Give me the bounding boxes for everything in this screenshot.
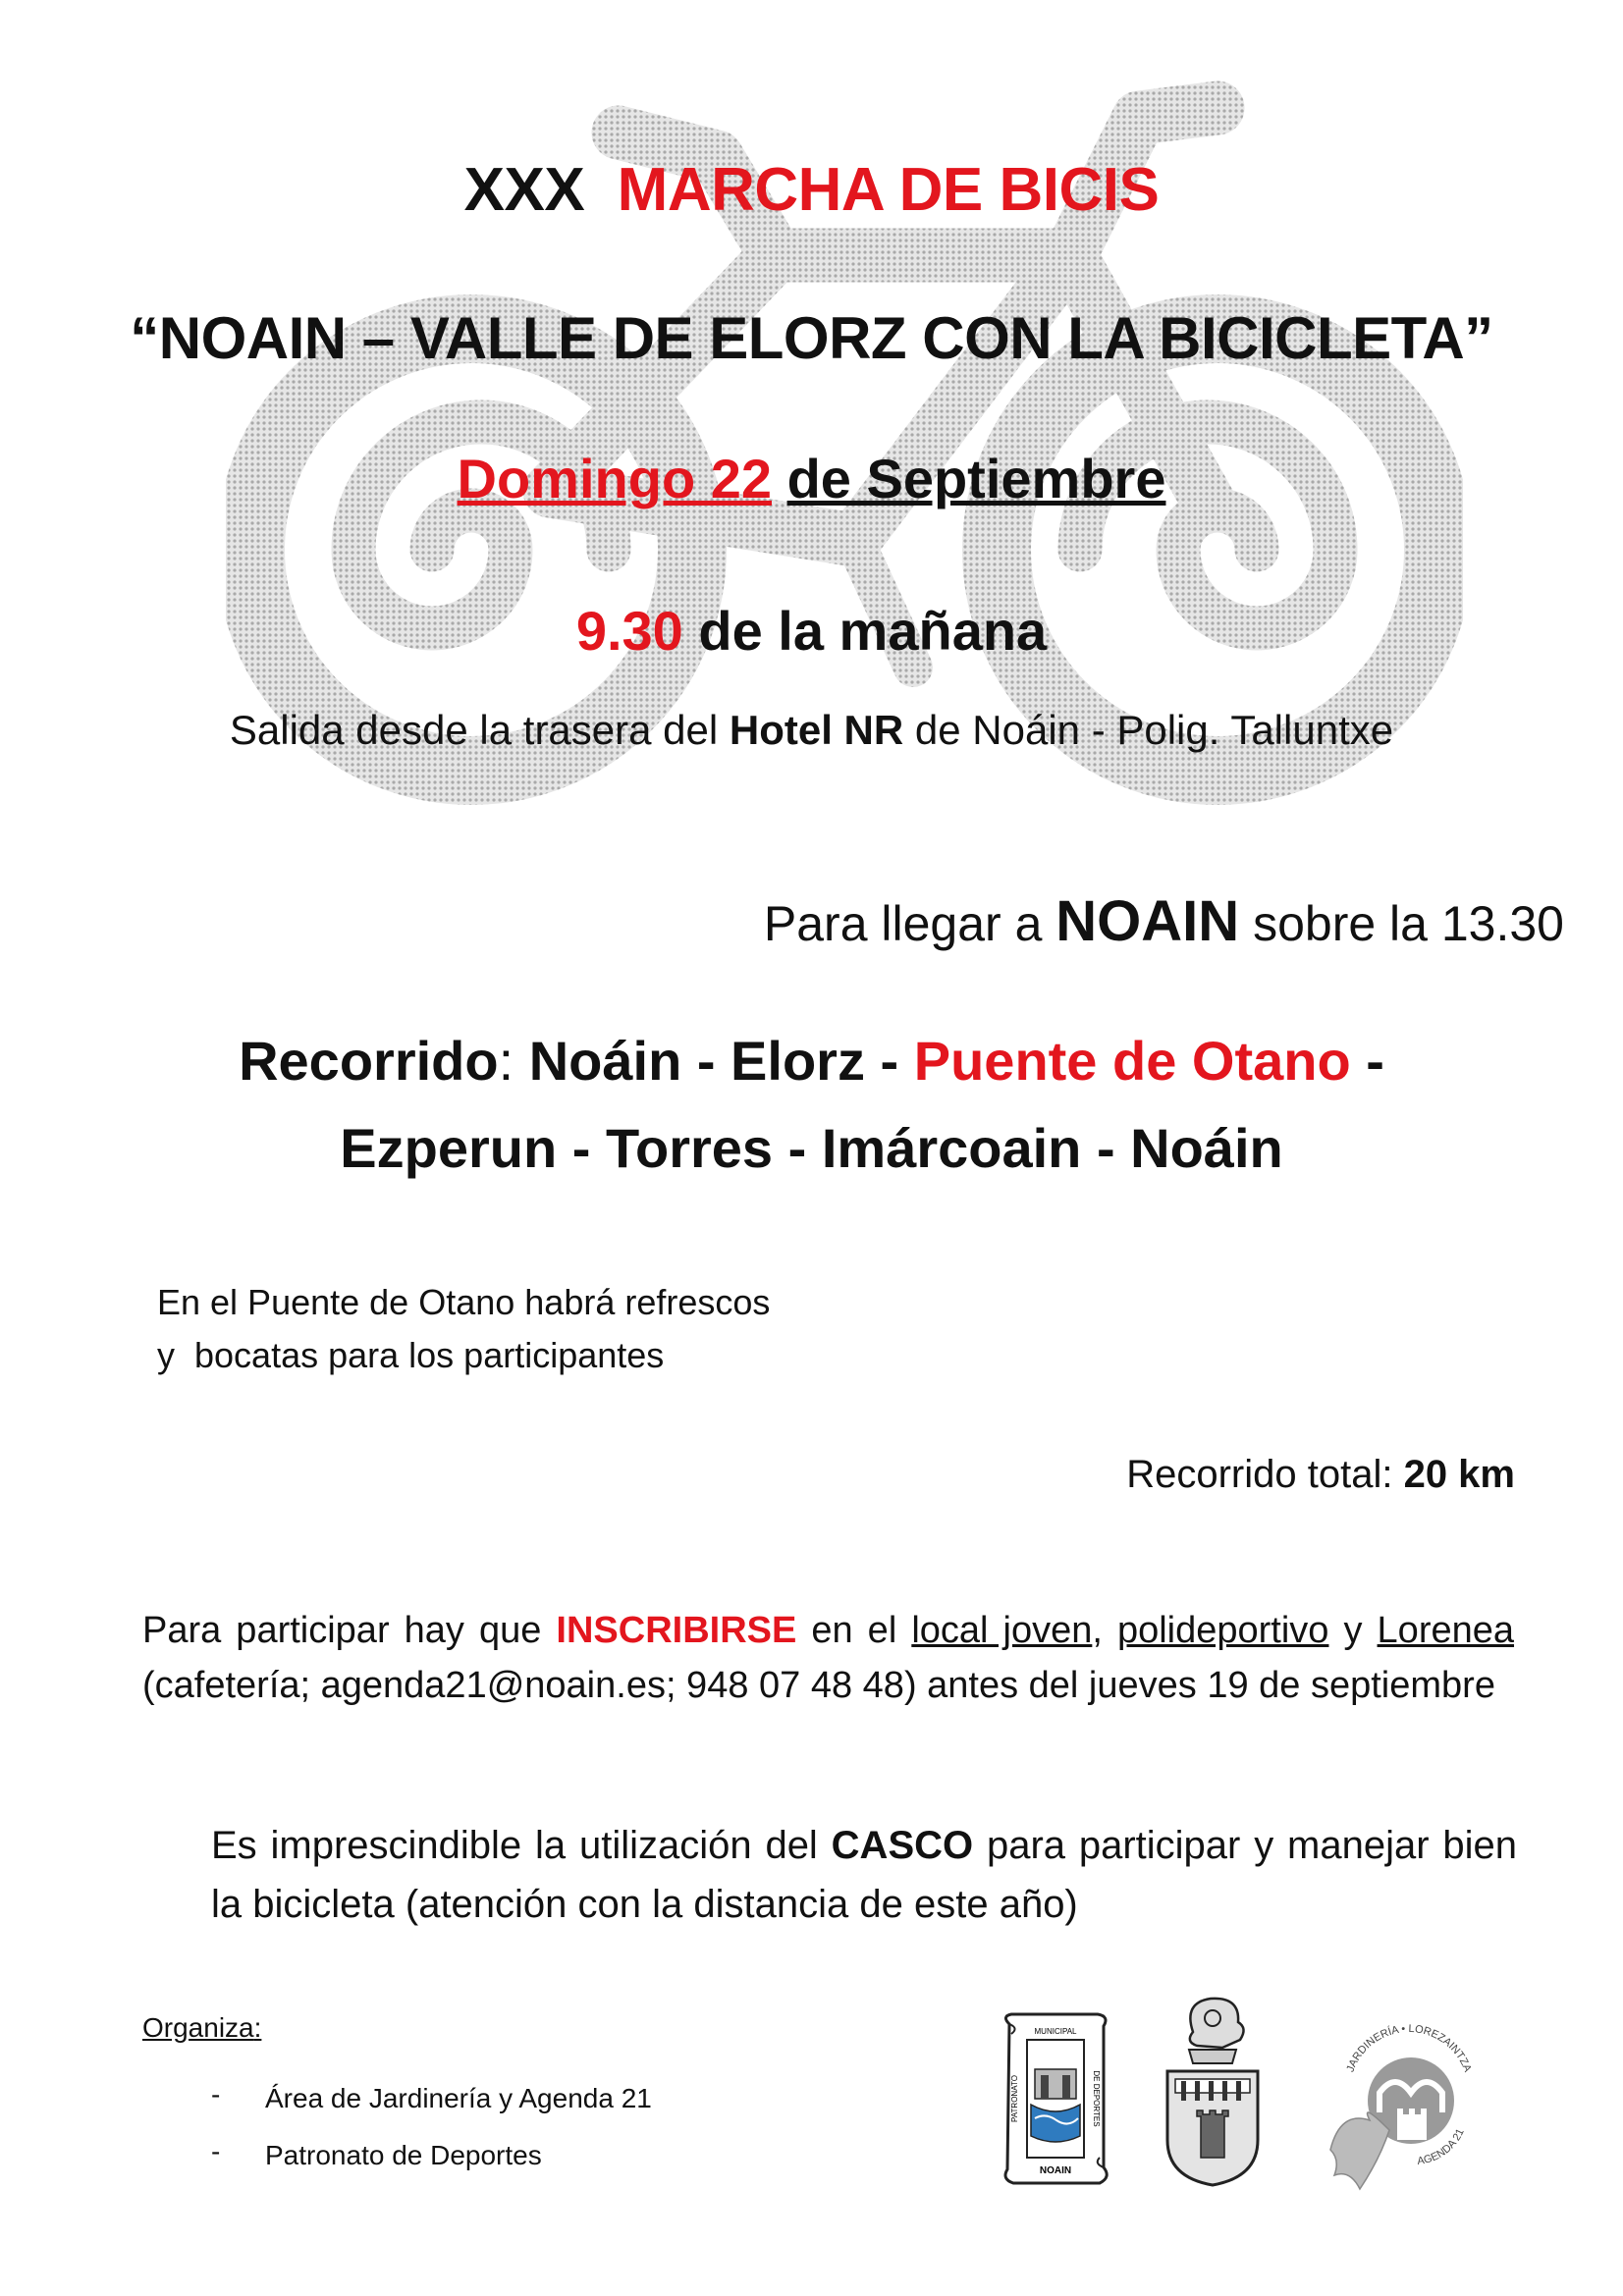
register-place-polideportivo: polideportivo bbox=[1116, 1610, 1329, 1651]
date-day: Domingo 22 bbox=[457, 448, 772, 509]
total-distance bbox=[1126, 1453, 1515, 1497]
organizer-name: Área de Jardinería y Agenda 21 bbox=[265, 2083, 652, 2113]
departure-prefix: Salida desde la trasera del bbox=[229, 707, 719, 753]
route-highlight: Puente de Otano bbox=[913, 1030, 1351, 1092]
patronato-logo-text: PATRONATO bbox=[1010, 2075, 1019, 2122]
title-edition: XXX bbox=[463, 156, 585, 224]
date-month: de Septiembre bbox=[786, 448, 1166, 509]
arrival-suffix: sobre la 13.30 bbox=[1253, 896, 1564, 951]
register-text-c: y bbox=[1343, 1610, 1363, 1651]
noain-coat-of-arms-logo bbox=[1154, 1993, 1271, 2189]
register-place-local-joven: local joven bbox=[911, 1610, 1093, 1651]
refreshments-line-2: y bocatas para los participantes bbox=[157, 1335, 665, 1375]
departure-suffix: de Noáin - Polig. Talluntxe bbox=[914, 707, 1394, 753]
agenda21-logo-bottom-text: AGENDA 21 bbox=[1416, 2126, 1467, 2167]
organizers-label: Organiza: bbox=[142, 2012, 262, 2043]
list-dash: - bbox=[211, 2079, 221, 2109]
event-date bbox=[0, 447, 1623, 510]
helmet-keyword: CASCO bbox=[831, 1824, 974, 1867]
departure-place: Hotel NR bbox=[729, 707, 904, 753]
arrival-info bbox=[764, 888, 1564, 954]
arrival-prefix: Para llegar a bbox=[763, 896, 1043, 951]
route-line-2: Ezperun - Torres - Imárcoain - Noáin bbox=[340, 1117, 1283, 1179]
agenda21-jardineria-logo bbox=[1321, 2002, 1497, 2199]
route-part-b: - bbox=[1366, 1030, 1384, 1092]
route-part-a: Noáin - Elorz - bbox=[528, 1030, 899, 1092]
event-subtitle: “NOAIN – VALLE DE ELORZ CON LA BICICLETA” bbox=[130, 305, 1493, 371]
event-title bbox=[0, 155, 1623, 225]
register-place-lorenea: Lorenea bbox=[1377, 1610, 1515, 1651]
patronato-logo-text: MUNICIPAL bbox=[1034, 2027, 1077, 2036]
registration-paragraph: Para participar hay que INSCRIBIRSE en el local joven, polideportivo y Lorenea (cafetería; agenda21@noain.es; 948 07 48 48) antes del jueves 19 de septiembre bbox=[142, 1610, 1515, 1706]
register-keyword: INSCRIBIRSE bbox=[556, 1610, 797, 1651]
patronato-logo-text: DE DEPORTES bbox=[1092, 2070, 1101, 2127]
patronato-logo-text: NOAIN bbox=[1039, 2165, 1072, 2176]
distance-value: 20 km bbox=[1403, 1453, 1515, 1496]
helmet-text-a: Es imprescindible la utilización del bbox=[211, 1824, 818, 1867]
organizers-label-text: Organiza bbox=[142, 2012, 254, 2043]
event-time bbox=[0, 599, 1623, 663]
agenda21-logo-ring-text: JARDINERÍA • LOREZAINTZA bbox=[1344, 2022, 1474, 2074]
patronato-deportes-logo bbox=[992, 2010, 1119, 2187]
helmet-requirement bbox=[211, 1816, 1517, 1934]
organizer-name: Patronato de Deportes bbox=[265, 2140, 542, 2170]
refreshments-line-1: En el Puente de Otano habrá refrescos bbox=[157, 1282, 771, 1322]
refreshments-note bbox=[157, 1276, 770, 1382]
time-rest: de la mañana bbox=[698, 600, 1048, 662]
arrival-town: NOAIN bbox=[1055, 889, 1240, 953]
helmet-text-b: para participar y manejar bien la bicicleta (atención con la distancia de este año) bbox=[211, 1824, 1517, 1926]
time-hour: 9.30 bbox=[575, 600, 683, 662]
register-text-a: Para participar hay que bbox=[142, 1610, 542, 1651]
route-label: Recorrido bbox=[239, 1030, 499, 1092]
departure-info bbox=[0, 707, 1623, 754]
list-dash: - bbox=[211, 2136, 221, 2166]
register-text-b: en el bbox=[811, 1610, 897, 1651]
title-main: MARCHA DE BICIS bbox=[617, 156, 1160, 224]
distance-label: Recorrido total: bbox=[1126, 1453, 1393, 1496]
route-line-1: Recorrido: Noáin - Elorz - Puente de Otano - bbox=[239, 1030, 1384, 1092]
register-text-d: (cafetería; agenda21@noain.es; 948 07 48 48) antes del jueves 19 de septiembre bbox=[142, 1665, 1495, 1706]
